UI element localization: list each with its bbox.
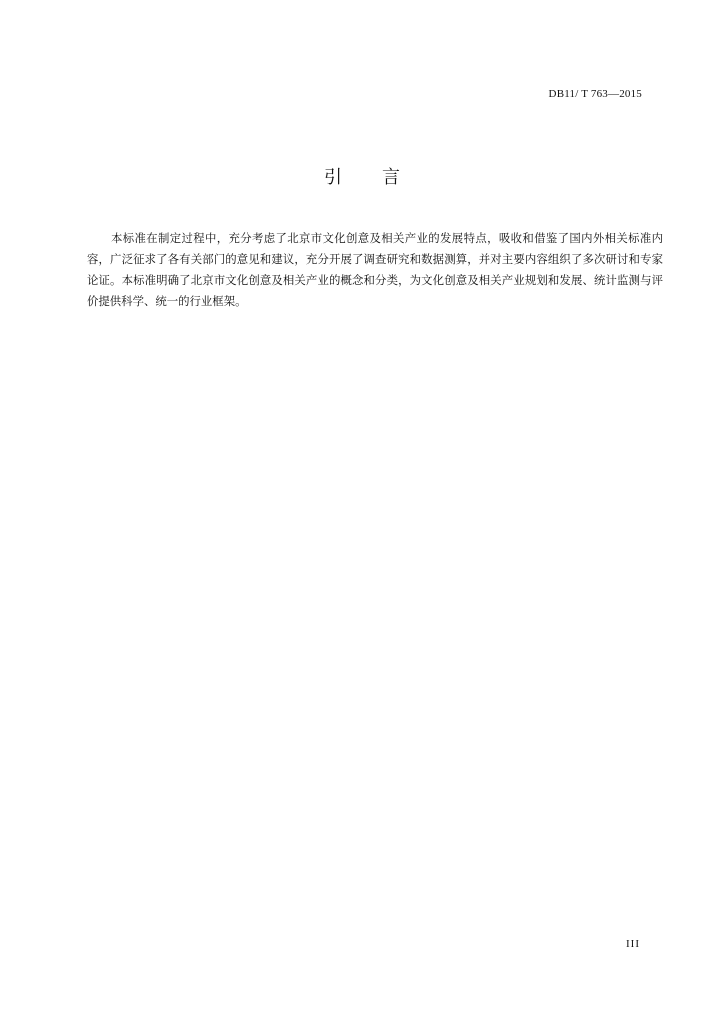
standard-code: DB11/ T 763—2015 — [548, 88, 642, 100]
page-title: 引言 — [324, 167, 440, 188]
introduction-paragraph: 本标准在制定过程中，充分考虑了北京市文化创意及相关产业的发展特点，吸收和借鉴了国内外相关标准内容，广泛征求了各有关部门的意见和建议，充分开展了调查研究和数据测算，并对主要内容组织了多次研讨和专家论证。本标准明确了北京市文化创意及相关产业的概念和分类，为文化创意及相关产业规划和发展、统计监测与评价提供科学、统一的行业框架。 — [87, 231, 663, 308]
page-number: III — [626, 938, 640, 950]
